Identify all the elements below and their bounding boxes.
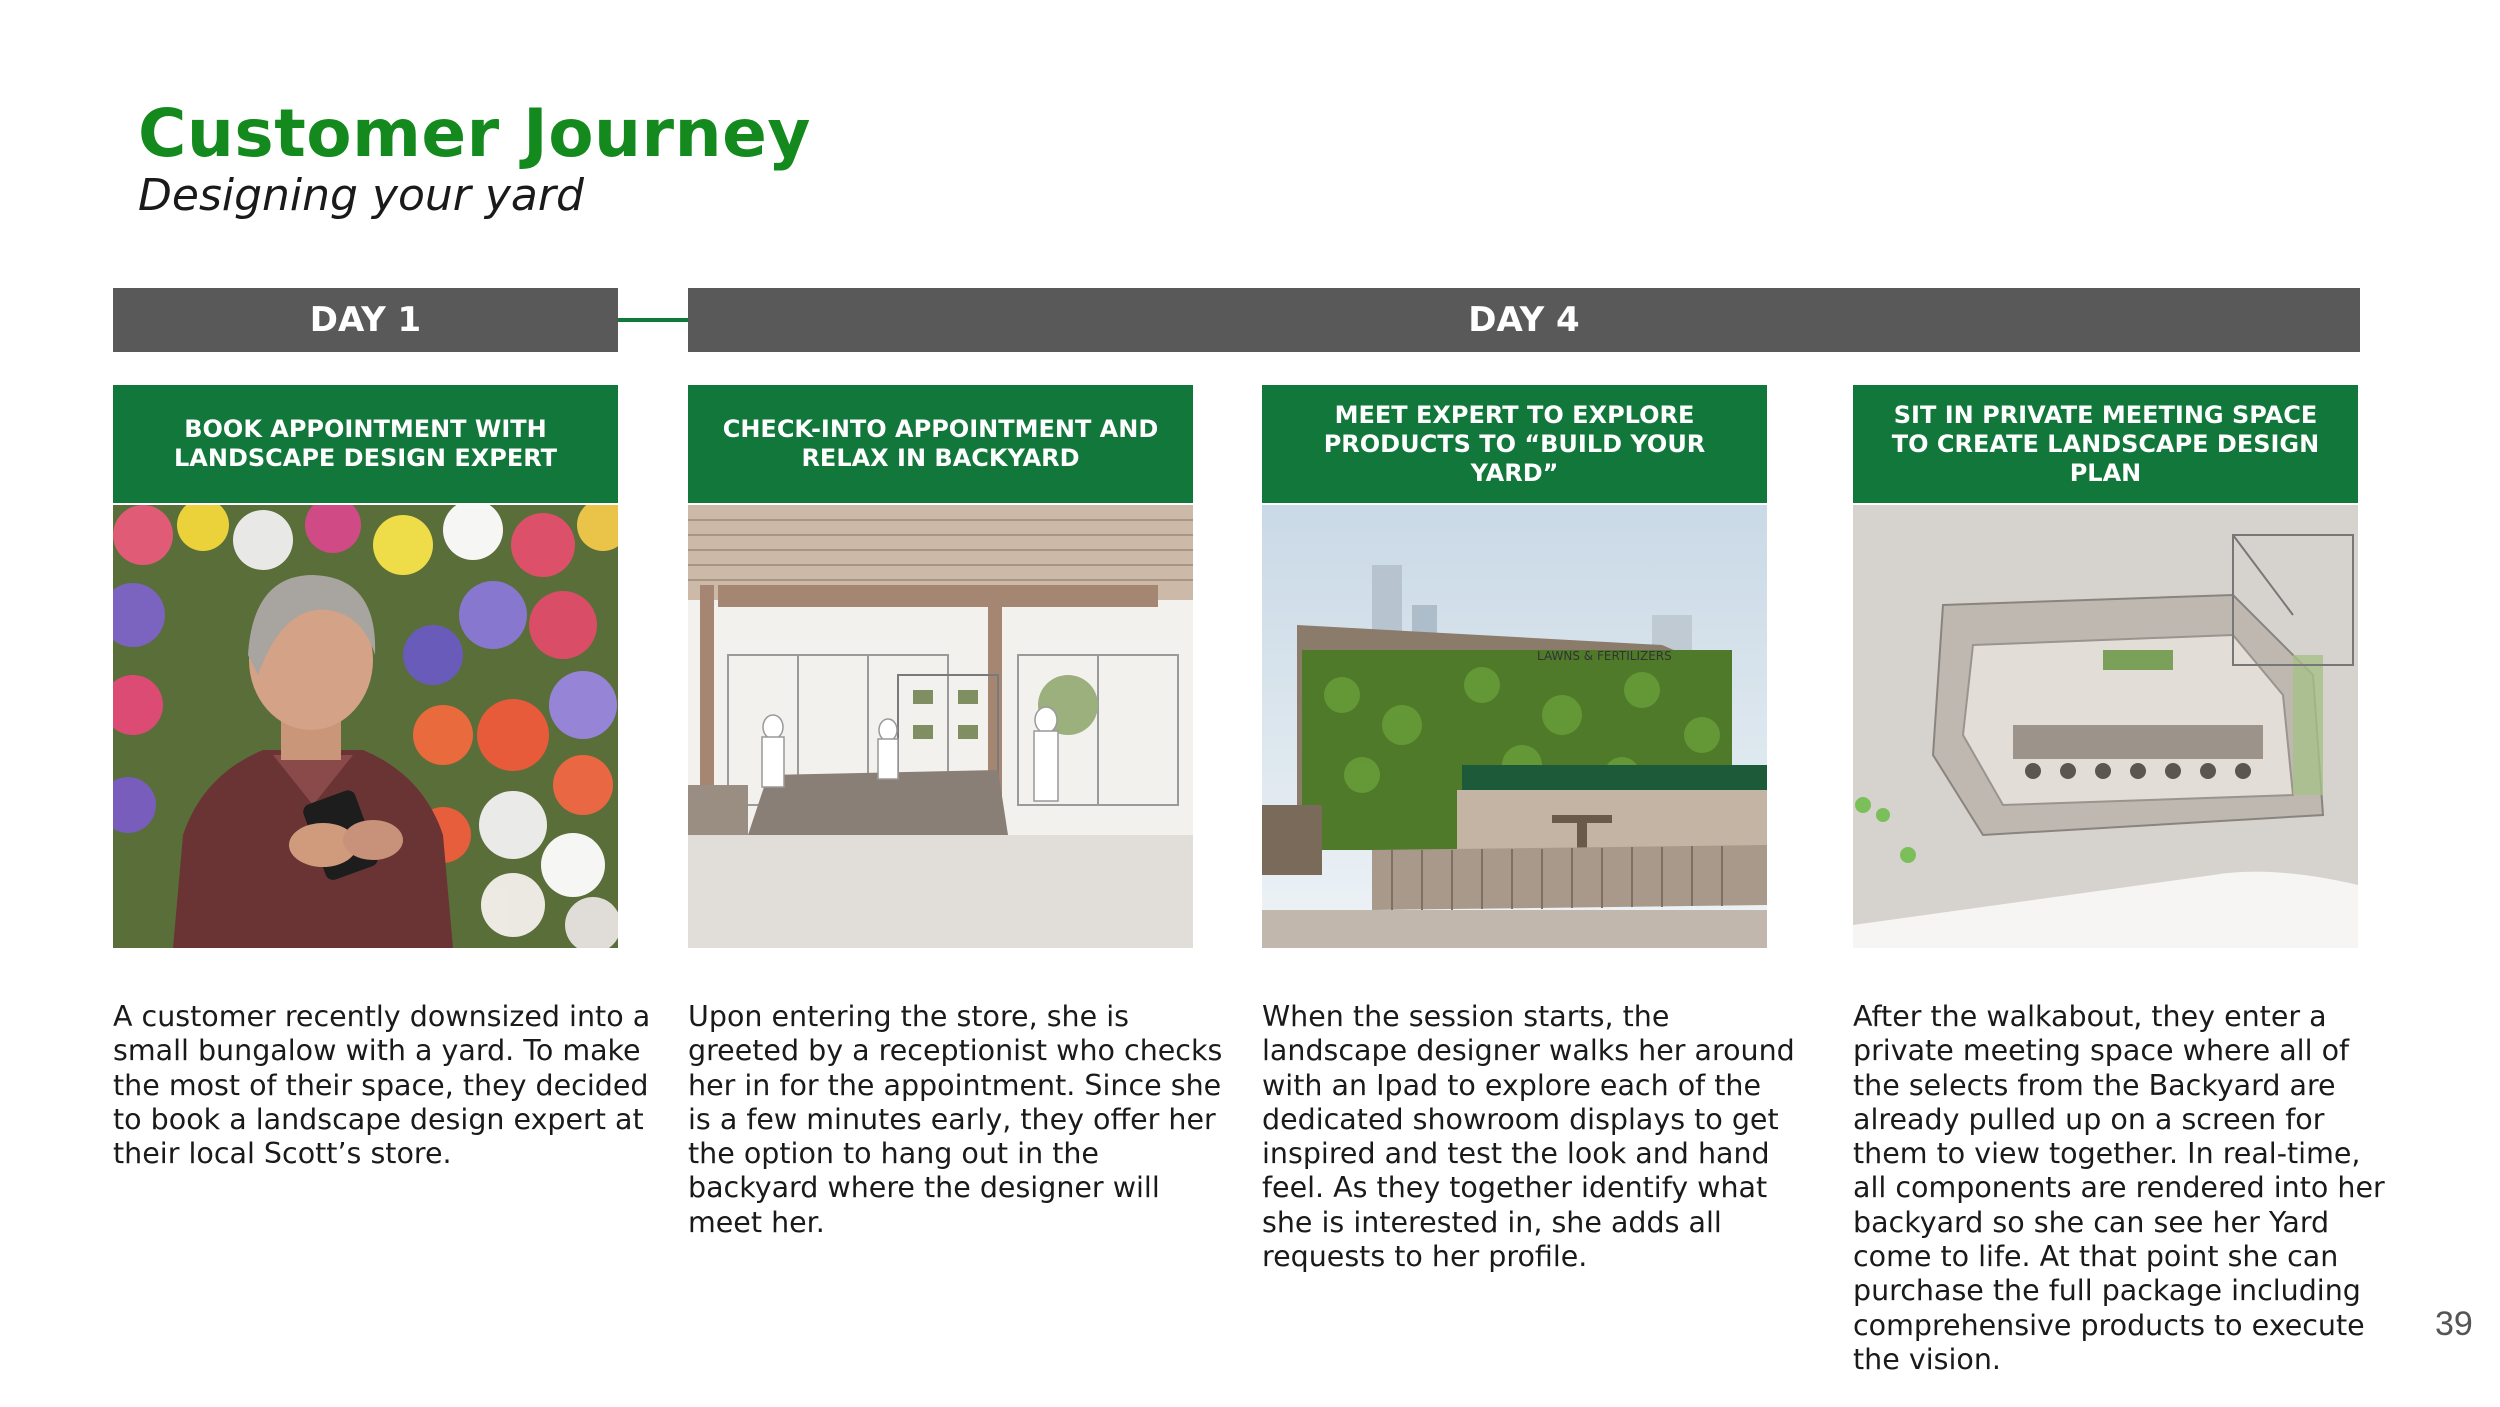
page-subtitle: Designing your yard: [138, 170, 584, 221]
stage-1-photo: [113, 505, 618, 948]
page-title: Customer Journey: [138, 95, 811, 172]
stage-2-photo: [688, 505, 1193, 948]
stage-4-heading: SIT IN PRIVATE MEETING SPACE TO CREATE LANDSCAPE DESIGN PLAN: [1853, 385, 2358, 503]
page-number: 39: [2435, 1305, 2473, 1343]
stage-4-photo: [1853, 505, 2358, 948]
stage-3-heading: MEET EXPERT TO EXPLORE PRODUCTS TO “BUILD YOUR YARD”: [1262, 385, 1767, 503]
day-1-bar: DAY 1: [113, 288, 618, 352]
stage-4-description: After the walkabout, they enter a private meeting space where all of the selects from the Backyard are already pulled up on a screen for them to view together. In real-time, all components are rendered into her backyard so she can see her Yard come to life. At that point she can purchase the full package including comprehensive products to execute the vision.: [1853, 1000, 2385, 1376]
stage-3-description: When the session starts, the landscape designer walks her around with an Ipad to explore each of the dedicated showroom displays to get inspired and test the look and hand feel. As they together identify what she is interested in, she adds all requests to her profile.: [1262, 1000, 1795, 1274]
stage-2-heading: CHECK-INTO APPOINTMENT AND RELAX IN BACKYARD: [688, 385, 1193, 503]
stage-1-heading: BOOK APPOINTMENT WITH LANDSCAPE DESIGN EXPERT: [113, 385, 618, 503]
stage-3-photo: [1262, 505, 1767, 948]
stage-2-description: Upon entering the store, she is greeted by a receptionist who checks her in for the appointment. Since she is a few minutes early, they offer her the option to hang out in the backyard where the designer will meet her.: [688, 1000, 1223, 1239]
day-4-bar: DAY 4: [688, 288, 2360, 352]
timeline-connector: [618, 318, 688, 322]
showroom-sign: LAWNS & FERTILIZERS: [1537, 649, 1672, 663]
stage-1-description: A customer recently downsized into a small bungalow with a yard. To make the most of their space, they decided to book a landscape design expert at their local Scott’s store.: [113, 1000, 651, 1171]
